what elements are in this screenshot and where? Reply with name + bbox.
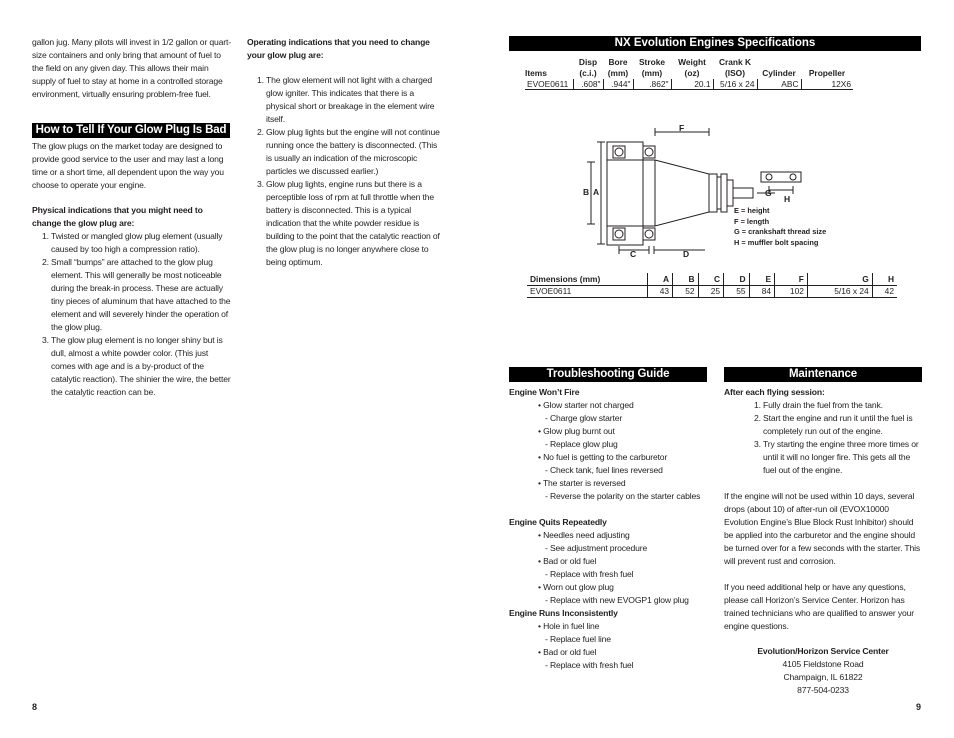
dims-col-header: F bbox=[775, 273, 808, 286]
trouble-cause: • Worn out glow plug bbox=[538, 582, 614, 592]
dim-label-h: H bbox=[784, 194, 791, 204]
spec-cell: ABC bbox=[757, 79, 801, 90]
operating-indications-heading: Operating indications that you need to change your glow plug are: bbox=[247, 37, 430, 60]
physical-indications-list bbox=[32, 230, 232, 399]
dims-col-header: C bbox=[698, 273, 724, 286]
dimensions-header-row bbox=[527, 273, 897, 286]
spec-col-header-top: Disp bbox=[578, 57, 598, 67]
dim-label-c: C bbox=[630, 249, 637, 257]
spec-col-header: (mm) bbox=[607, 68, 629, 78]
trouble-fix: - Replace with fresh fuel bbox=[545, 660, 634, 670]
dim-label-d: D bbox=[683, 249, 690, 257]
right-page-top bbox=[509, 36, 901, 296]
dims-cell: 52 bbox=[673, 286, 699, 298]
trouble-fix: - Replace fuel line bbox=[545, 634, 611, 644]
physical-indications-heading: Physical indications that you might need to change the glow plug are: bbox=[32, 205, 203, 228]
troubleshooting-section bbox=[509, 367, 709, 672]
service-center-address bbox=[724, 645, 922, 697]
specs-header-row-2 bbox=[525, 68, 853, 79]
legend-entry: F = length bbox=[734, 216, 770, 226]
spec-col-header: Cylinder bbox=[762, 68, 796, 78]
dims-col-header: A bbox=[647, 273, 673, 286]
spec-col-header-top bbox=[801, 57, 853, 68]
trouble-fix: - Reverse the polarity on the starter cables bbox=[545, 491, 701, 501]
trouble-cause: • The starter is reversed bbox=[538, 478, 626, 488]
service-center-phone: 877-504-0233 bbox=[797, 685, 849, 695]
glow-plug-intro: The glow plugs on the market today are designed to provide good service to the user and may last a long time or a short time, all dependent upon the way you choose to operate your engine. bbox=[32, 141, 224, 190]
specs-header-row-1 bbox=[525, 57, 853, 68]
trouble-problem-title: Engine Won’t Fire bbox=[509, 387, 580, 397]
dims-col-header: E bbox=[749, 273, 775, 286]
trouble-cause: • No fuel is getting to the carburetor bbox=[538, 452, 668, 462]
list-number: 2. bbox=[257, 127, 264, 137]
dims-cell: 25 bbox=[698, 286, 724, 298]
spec-cell: EVOE0611 bbox=[525, 79, 573, 90]
spec-col-header-top bbox=[525, 57, 573, 68]
trouble-fix: - Check tank, fuel lines reversed bbox=[545, 465, 663, 475]
trouble-cause: • Bad or old fuel bbox=[538, 556, 597, 566]
spec-col-header-top: Stroke bbox=[638, 57, 666, 67]
list-text: Small “bumps” are attached to the glow plug element. This will generally be most noticeable during the break-in process. These are actually tiny pieces of aluminum that have attached to the element and will severely hinder the operation of the glow plug. bbox=[51, 257, 231, 332]
list-number: 3. bbox=[42, 335, 49, 345]
dim-label-g: G bbox=[765, 188, 772, 198]
operating-indication-item bbox=[247, 74, 443, 126]
physical-indication-item bbox=[32, 256, 232, 334]
dims-col-header: D bbox=[724, 273, 750, 286]
fuel-storage-paragraph: gallon jug. Many pilots will invest in 1/2 gallon or quart-size containers and only bring that amount of fuel to the field on any given day. This allows their main supply of fuel to stay at home in a controlled storage environment, virtually ensuring problem-free fuel. bbox=[32, 37, 231, 99]
dim-label-b: B bbox=[583, 187, 590, 197]
dimensions-data-row bbox=[527, 286, 897, 298]
operating-indication-item bbox=[247, 126, 443, 178]
dims-cell: 84 bbox=[749, 286, 775, 298]
trouble-fix: - Replace with new EVOGP1 glow plug bbox=[545, 595, 689, 605]
spec-cell: .862" bbox=[633, 79, 671, 90]
physical-indication-item bbox=[32, 230, 232, 256]
list-text: Twisted or mangled glow plug element (usually caused by too high a compression ratio). bbox=[51, 231, 223, 254]
spec-cell: 12X6 bbox=[801, 79, 853, 90]
trouble-cause: • Glow starter not charged bbox=[538, 400, 634, 410]
maintenance-heading: After each flying session: bbox=[724, 387, 825, 397]
dims-col-header: Dimensions (mm) bbox=[527, 273, 647, 286]
spec-col-header: Propeller bbox=[808, 68, 846, 78]
list-number: 3. bbox=[257, 179, 264, 189]
service-center-city: Champaign, IL 61822 bbox=[783, 672, 863, 682]
dimension-legend bbox=[734, 206, 826, 248]
page-number-right: 9 bbox=[916, 702, 922, 712]
dims-col-header: H bbox=[872, 273, 897, 286]
operating-indication-item bbox=[247, 178, 443, 269]
spec-cell: .608" bbox=[573, 79, 603, 90]
trouble-fix: - Replace with fresh fuel bbox=[545, 569, 634, 579]
trouble-fix: - See adjustment procedure bbox=[545, 543, 648, 553]
list-number: 1. bbox=[754, 400, 761, 410]
spec-cell: 5/16 x 24 bbox=[713, 79, 757, 90]
list-text: Glow plug lights, engine runs but there is a perceptible loss of rpm at full throttle when the battery is disconnected. This is a typical indication that the white powder residue is building to the point that the catalytic reaction of the glow plug is no longer anywhere close to being optimum. bbox=[266, 179, 440, 267]
trouble-problem-title: Engine Runs Inconsistently bbox=[509, 608, 618, 618]
spec-col-header-top: Weight bbox=[678, 57, 706, 67]
legend-entry: H = muffler bolt spacing bbox=[734, 237, 819, 247]
list-number: 3. bbox=[754, 439, 761, 449]
list-number: 2. bbox=[754, 413, 761, 423]
maintenance-list bbox=[744, 399, 922, 477]
maintenance-header: Maintenance bbox=[724, 367, 922, 382]
list-text: The glow plug element is no longer shiny but is dull, almost a white powder color. (This just comes with age and is a by-product of the catalytic reaction). The shinier the wire, the better the catalytic reaction can be. bbox=[51, 335, 231, 397]
list-text: Start the engine and run it until the fuel is completely run out of the engine. bbox=[763, 413, 913, 436]
dims-cell: EVOE0611 bbox=[527, 286, 647, 298]
maintenance-step bbox=[744, 438, 922, 477]
specs-section-header: NX Evolution Engines Specifications bbox=[509, 36, 921, 51]
service-center-street: 4105 Fieldstone Road bbox=[782, 659, 864, 669]
specs-table bbox=[525, 57, 853, 90]
trouble-cause: • Needles need adjusting bbox=[538, 530, 630, 540]
physical-indication-item bbox=[32, 334, 232, 399]
left-column-2 bbox=[247, 36, 443, 269]
list-text: The glow element will not light with a charged glow igniter. This indicates that there is a physical short or breakage in the element wire itself. bbox=[266, 75, 435, 124]
specs-data-row bbox=[525, 79, 853, 90]
trouble-problem-title: Engine Quits Repeatedly bbox=[509, 517, 607, 527]
spec-col-header: (oz) bbox=[684, 68, 700, 78]
dims-col-header: G bbox=[807, 273, 872, 286]
list-text: Fully drain the fuel from the tank. bbox=[763, 400, 883, 410]
spec-col-header-top: Crank K bbox=[718, 57, 752, 67]
troubleshooting-header: Troubleshooting Guide bbox=[509, 367, 707, 382]
dims-cell: 55 bbox=[724, 286, 750, 298]
spec-cell: 20.1 bbox=[671, 79, 713, 90]
spec-col-header: (ISO) bbox=[724, 68, 745, 78]
maintenance-section bbox=[724, 367, 922, 697]
list-text: Glow plug lights but the engine will not continue running once the battery is disconnected. (This is usually an indication of the microscopic particles we discussed earlier.) bbox=[266, 127, 440, 176]
dims-cell: 43 bbox=[647, 286, 673, 298]
maintenance-storage-paragraph: If the engine will not be used within 10 days, several drops (about 10) of after-run oil (EVOX10000 Evolution Engine’s Blue Block Rust Inhibitor) should be applied into the carburetor and the engine should be turned over for a few seconds with the starter. This will prevent rust and corrosion. bbox=[724, 491, 921, 566]
maintenance-help-paragraph: If you need additional help or have any questions, please call Horizon’s Service Center. Horizon has trained technicians who are qualified to answer your engine questions. bbox=[724, 582, 914, 631]
spec-col-header: (mm) bbox=[641, 68, 663, 78]
dims-cell: 5/16 x 24 bbox=[807, 286, 872, 298]
trouble-cause: • Glow plug burnt out bbox=[538, 426, 615, 436]
dimensions-table bbox=[527, 273, 897, 298]
spec-cell: .944" bbox=[603, 79, 633, 90]
spec-col-header-top: Bore bbox=[608, 57, 628, 67]
trouble-fix: - Replace glow plug bbox=[545, 439, 618, 449]
legend-entry: E = height bbox=[734, 206, 770, 215]
trouble-fix: - Charge glow starter bbox=[545, 413, 623, 423]
dims-cell: 42 bbox=[872, 286, 897, 298]
trouble-cause: • Bad or old fuel bbox=[538, 647, 597, 657]
operating-indications-list bbox=[247, 74, 443, 269]
maintenance-step bbox=[744, 412, 922, 438]
list-text: Try starting the engine three more times or until it will no longer fire. This gets all the fuel out of the engine. bbox=[763, 439, 919, 475]
spec-col-header: Items bbox=[525, 68, 547, 78]
list-number: 1. bbox=[42, 231, 49, 241]
dim-label-a: A bbox=[593, 187, 600, 197]
dims-cell: 102 bbox=[775, 286, 808, 298]
glow-plug-section-header: How to Tell If Your Glow Plug Is Bad bbox=[32, 123, 230, 138]
dims-col-header: B bbox=[673, 273, 699, 286]
left-column-1 bbox=[32, 36, 232, 399]
spec-col-header: (c.i.) bbox=[579, 68, 597, 78]
spec-col-header-top bbox=[757, 57, 801, 68]
list-number: 2. bbox=[42, 257, 49, 267]
page-number-left: 8 bbox=[32, 702, 38, 712]
list-number: 1. bbox=[257, 75, 264, 85]
maintenance-step bbox=[744, 399, 922, 412]
trouble-cause: • Hole in fuel line bbox=[538, 621, 600, 631]
dim-label-f: F bbox=[679, 123, 685, 133]
legend-entry: G = crankshaft thread size bbox=[734, 227, 827, 236]
troubleshooting-list bbox=[509, 386, 709, 672]
service-center-name: Evolution/Horizon Service Center bbox=[757, 646, 889, 656]
